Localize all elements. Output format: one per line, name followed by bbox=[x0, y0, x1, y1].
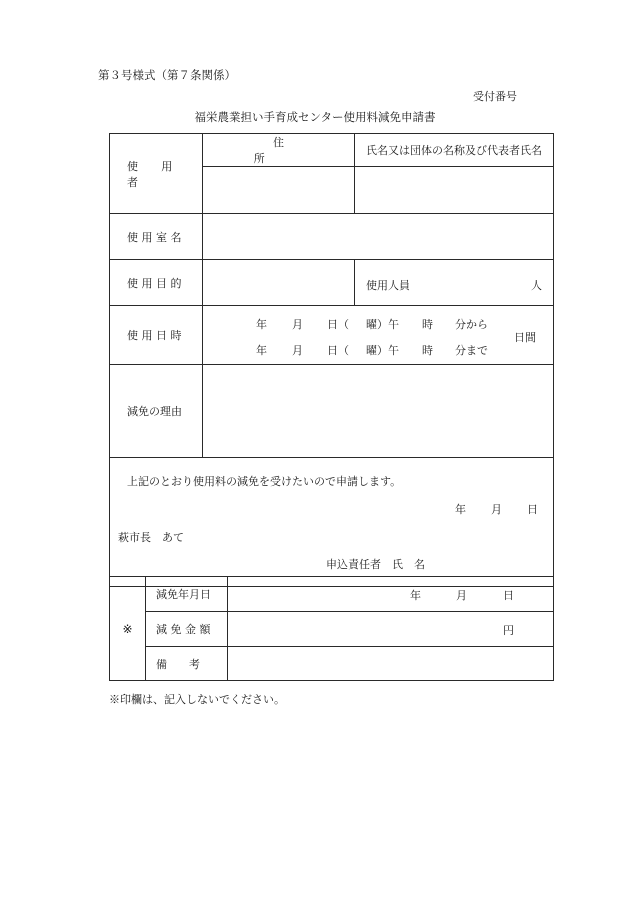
remarks-field[interactable] bbox=[228, 647, 554, 681]
people-count-field[interactable] bbox=[355, 260, 554, 306]
reduction-amount-label: 減 免 金 額 bbox=[146, 612, 228, 647]
declaration-year[interactable]: 年 bbox=[455, 503, 466, 516]
people-unit: 人 bbox=[531, 279, 542, 292]
form-number: 第３号様式（第７条関係） bbox=[98, 68, 236, 82]
address-field[interactable] bbox=[203, 167, 355, 214]
datetime-label: 使 用 日 時 bbox=[110, 306, 203, 365]
remarks-label: 備 考 bbox=[146, 647, 228, 681]
office-use-table bbox=[109, 576, 554, 681]
declaration-block bbox=[110, 458, 554, 587]
applicant-name-label[interactable]: 申込責任者 氏 名 bbox=[326, 558, 425, 571]
reduction-date-field[interactable]: 年 月 日 bbox=[228, 577, 554, 612]
room-label: 使 用 室 名 bbox=[110, 214, 203, 260]
addressee: 萩市長 あて bbox=[118, 531, 184, 544]
purpose-field[interactable] bbox=[203, 260, 355, 306]
name-header: 氏名又は団体の名称及び代表者氏名 bbox=[355, 134, 554, 167]
receipt-number-label: 受付番号 bbox=[473, 90, 517, 103]
declaration-month[interactable]: 月 bbox=[491, 503, 502, 516]
purpose-label: 使 用 目 的 bbox=[110, 260, 203, 306]
reduction-amount-field[interactable]: 円 bbox=[228, 612, 554, 647]
days-label: 日間 bbox=[514, 331, 536, 344]
reason-label: 減免の理由 bbox=[110, 365, 203, 458]
datetime-field[interactable]: 年 月 日（ 曜）午 時 分から 年 月 日（ 曜）午 時 分まで 日間 bbox=[203, 306, 554, 365]
people-label: 使用人員 bbox=[366, 279, 410, 292]
address-header: 住 所 bbox=[203, 134, 355, 167]
name-field[interactable] bbox=[355, 167, 554, 214]
room-field[interactable] bbox=[203, 214, 554, 260]
declaration-day[interactable]: 日 bbox=[527, 503, 538, 516]
user-label: 使 用 者 bbox=[110, 134, 203, 214]
page-title: 福栄農業担い手育成センター使用料減免申請書 bbox=[194, 110, 436, 124]
office-mark: ※ bbox=[110, 577, 146, 681]
footer-note: ※印欄は、記入しないでください。 bbox=[109, 693, 285, 706]
declaration-text: 上記のとおり使用料の減免を受けたいので申請します。 bbox=[127, 475, 402, 488]
application-table bbox=[109, 133, 554, 587]
reason-field[interactable] bbox=[203, 365, 554, 458]
reduction-date-label: 減免年月日 bbox=[146, 577, 228, 612]
